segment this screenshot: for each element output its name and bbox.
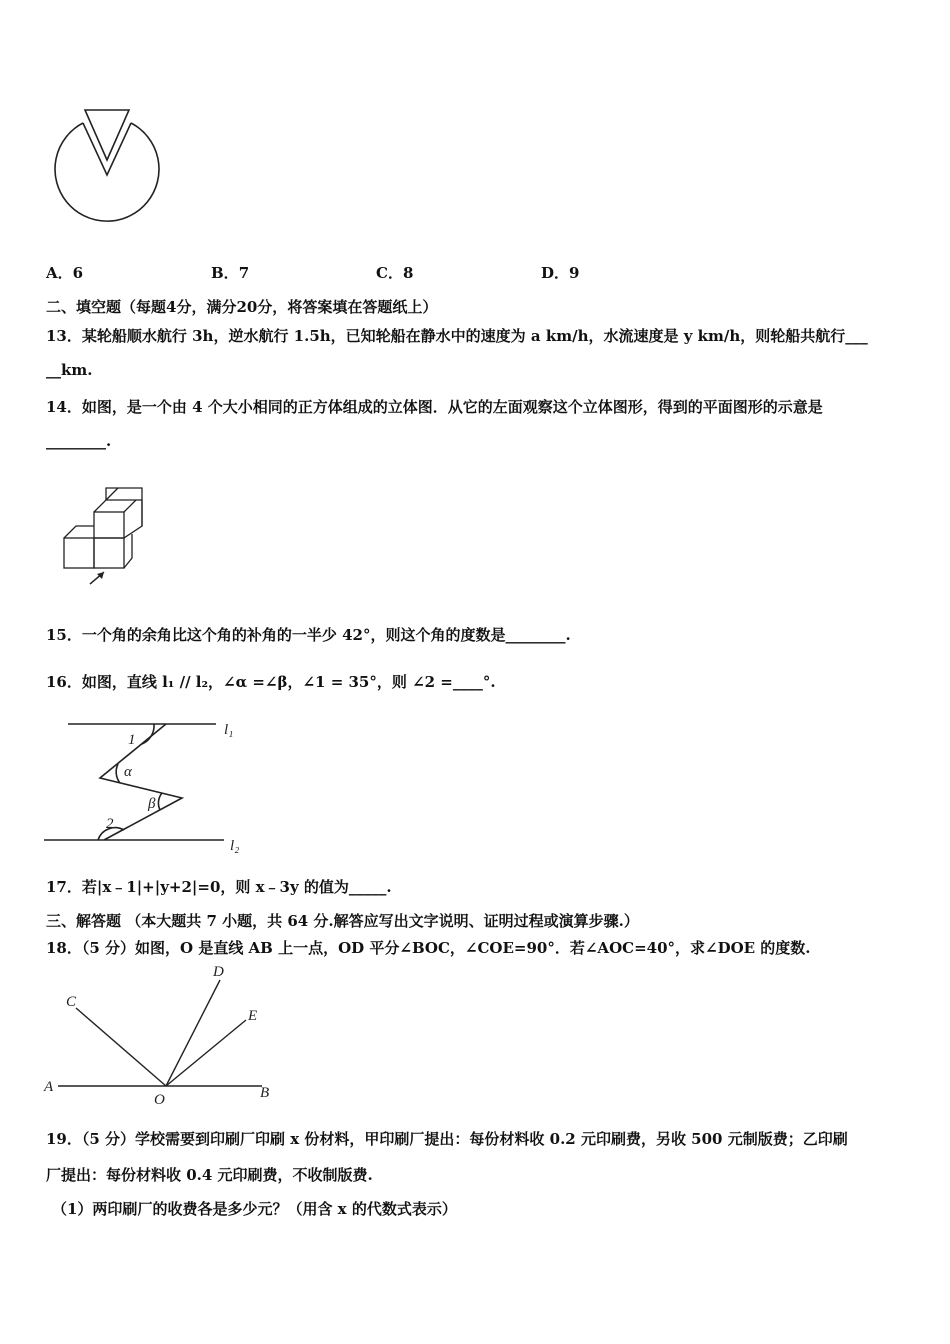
circle-sector-figure: [50, 110, 165, 230]
section2-header: 二、填空题（每题4分，满分20分，将答案填在答题纸上）: [46, 298, 438, 316]
label-a: A: [44, 1079, 54, 1095]
q14-line2: ________.: [46, 432, 112, 450]
label-d: D: [213, 964, 224, 980]
label-l2: l₂: [230, 838, 240, 854]
cubes-figure: [60, 486, 160, 601]
label-alpha: α: [124, 764, 132, 780]
label-c: C: [66, 994, 77, 1010]
q14-line1: 14．如图，是一个由 4 个大小相同的正方体组成的立体图．从它的左面观察这个立体图形，得到的平面图形的示意是: [46, 398, 823, 416]
option-a: A．6: [46, 264, 84, 282]
label-b: B: [260, 1085, 270, 1101]
q18: 18．（5 分）如图，O 是直线 AB 上一点，OD 平分∠BOC，∠COE=90°．若∠AOC=40°，求∠DOE 的度数.: [46, 939, 811, 957]
q16: 16．如图，直线 l₁ // l₂，∠α =∠β，∠1 = 35°，则 ∠2 =____°.: [46, 673, 496, 691]
q19-line1: 19．（5 分）学校需要到印刷厂印刷 x 份材料，甲印刷厂提出：每份材料收 0.2 元印刷费，另收 500 元制版费；乙印刷: [46, 1130, 848, 1148]
label-l1: l₁: [224, 722, 234, 738]
label-angle-2: 2: [106, 816, 114, 832]
option-d: D．9: [541, 264, 580, 282]
q15: 15．一个角的余角比这个角的补角的一半少 42°，则这个角的度数是________.: [46, 626, 571, 644]
label-angle-1: 1: [128, 732, 136, 748]
parallel-lines-figure: [44, 712, 254, 857]
label-beta: β: [148, 796, 156, 812]
angle-figure: [40, 962, 290, 1107]
label-o: O: [154, 1092, 165, 1108]
section3-header: 三、解答题 （本大题共 7 小题，共 64 分.解答应写出文字说明、证明过程或演算步骤.）: [46, 912, 639, 930]
label-e: E: [248, 1008, 258, 1024]
q13-line1: 13．某轮船顺水航行 3h，逆水航行 1.5h，已知轮船在静水中的速度为 a km/h，水流速度是 y km/h，则轮船共航行___: [46, 327, 868, 345]
q17: 17．若|x﹣1|+|y+2|=0，则 x﹣3y 的值为_____.: [46, 878, 392, 896]
q13-line2: __km.: [46, 361, 93, 379]
q19-line2: 厂提出：每份材料收 0.4 元印刷费，不收制版费.: [46, 1166, 373, 1184]
option-c: C．8: [376, 264, 414, 282]
option-b: B．7: [211, 264, 250, 282]
q19-sub1: （1）两印刷厂的收费各是多少元？（用含 x 的代数式表示）: [52, 1200, 457, 1218]
